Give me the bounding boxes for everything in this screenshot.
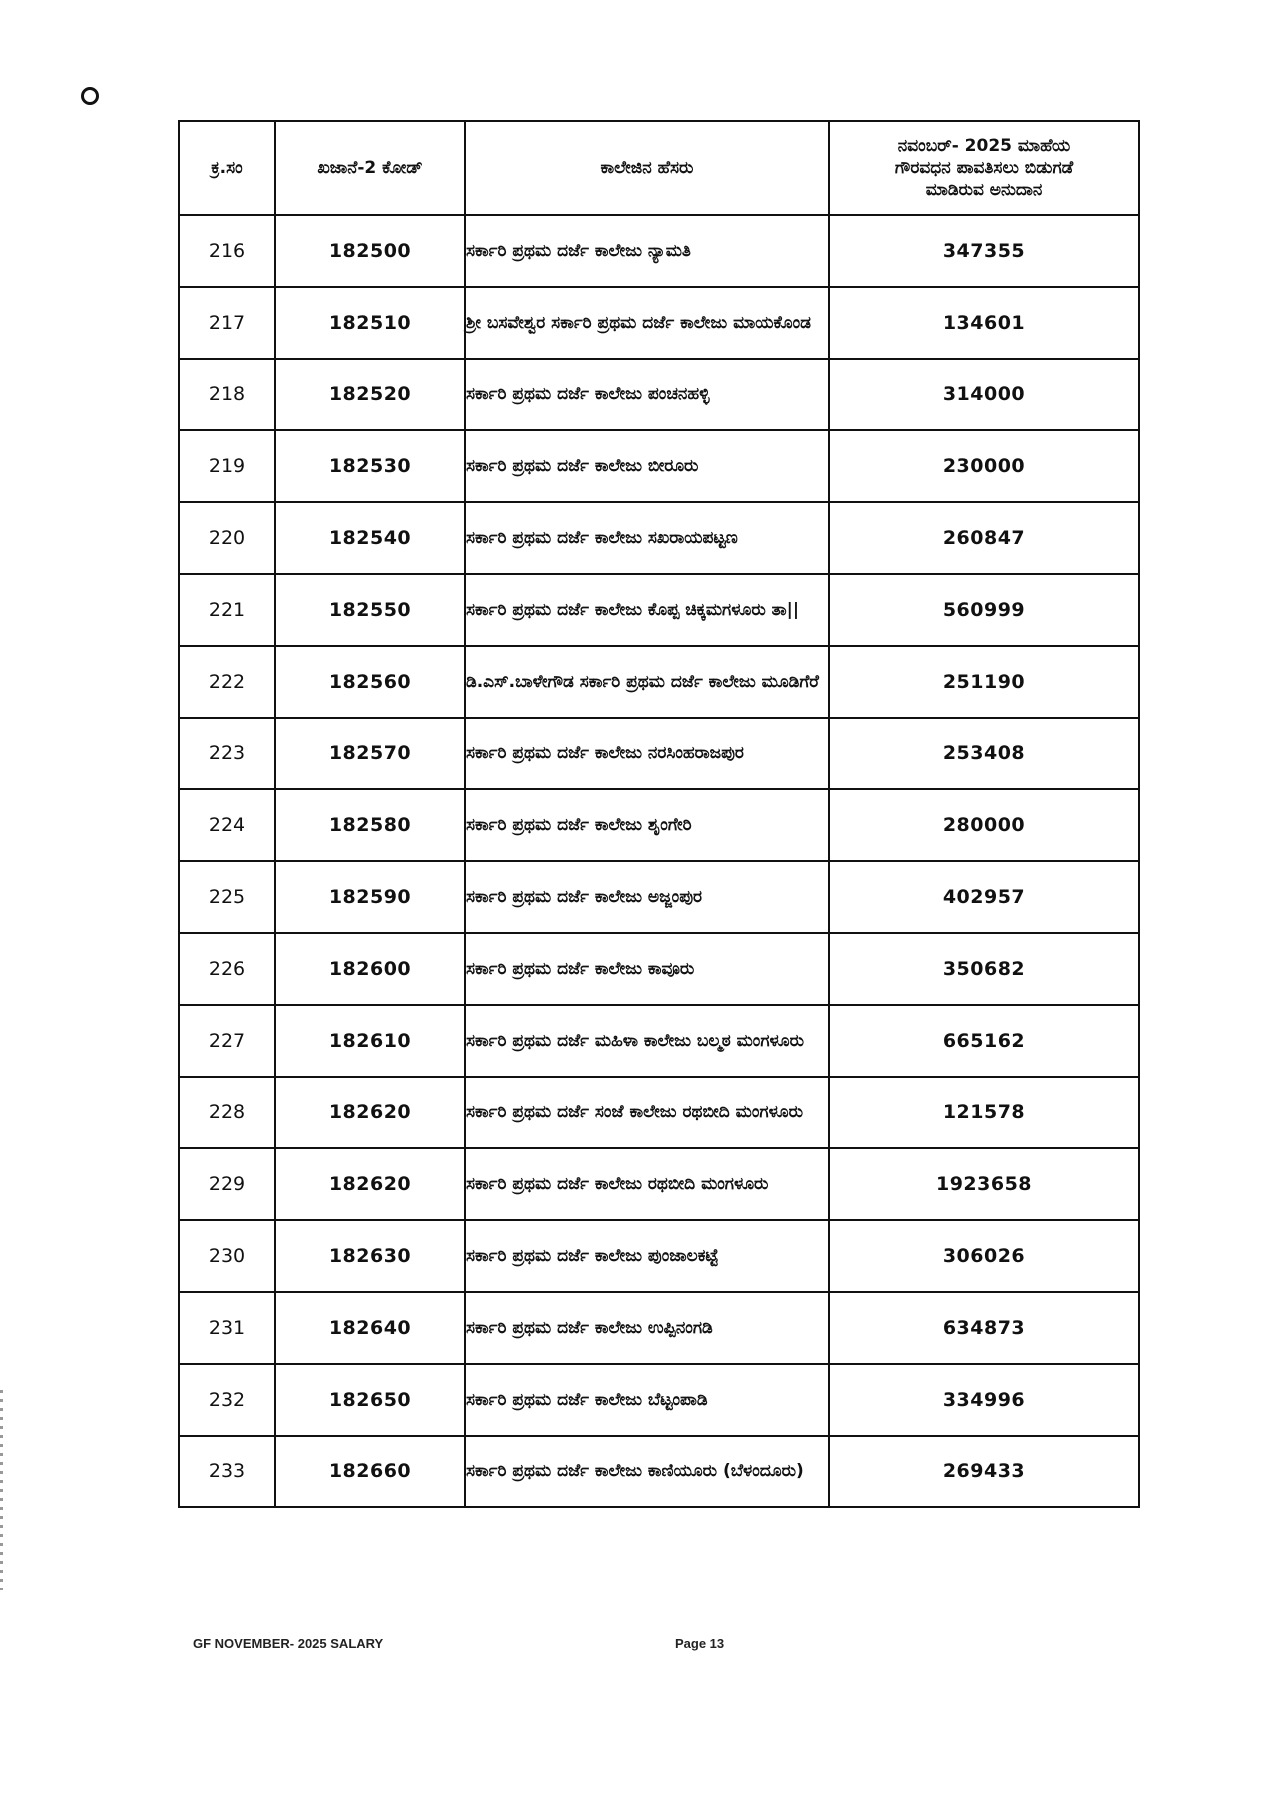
table-row (179, 789, 1139, 861)
cell-grant-amount: 665162 (829, 1005, 1139, 1077)
cell-college-name: ಸರ್ಕಾರಿ ಪ್ರಥಮ ದರ್ಜೆ ಕಾಲೇಜು ರಥಬೀದಿ ಮಂಗಳೂರು (465, 1148, 829, 1220)
header-amount-line-1: ನವಂಬರ್- 2025 ಮಾಹೆಯ (897, 136, 1071, 156)
table-row (179, 1436, 1139, 1508)
table-row (179, 1077, 1139, 1149)
table-row (179, 646, 1139, 718)
cell-grant-amount: 253408 (829, 718, 1139, 790)
cell-serial-number: 223 (179, 718, 275, 790)
cell-treasury-code: 182500 (275, 215, 465, 287)
cell-grant-amount: 251190 (829, 646, 1139, 718)
cell-serial-number: 231 (179, 1292, 275, 1364)
cell-college-name: ಸರ್ಕಾರಿ ಪ್ರಥಮ ದರ್ಜೆ ಮಹಿಳಾ ಕಾಲೇಜು ಬಲ್ಮಠ ಮಂಗಳೂರು (465, 1005, 829, 1077)
cell-serial-number: 221 (179, 574, 275, 646)
cell-treasury-code: 182640 (275, 1292, 465, 1364)
cell-serial-number: 227 (179, 1005, 275, 1077)
table-row (179, 933, 1139, 1005)
cell-treasury-code: 182510 (275, 287, 465, 359)
cell-grant-amount: 314000 (829, 359, 1139, 431)
cell-college-name: ಸರ್ಕಾರಿ ಪ್ರಥಮ ದರ್ಜೆ ಕಾಲೇಜು ನ್ಯಾಮತಿ (465, 215, 829, 287)
cell-grant-amount: 1923658 (829, 1148, 1139, 1220)
cell-college-name: ಸರ್ಕಾರಿ ಪ್ರಥಮ ದರ್ಜೆ ಕಾಲೇಜು ಪಂಚನಹಳ್ಳಿ (465, 359, 829, 431)
header-amount-line-3: ಮಾಡಿರುವ ಅನುದಾನ (925, 180, 1043, 200)
cell-treasury-code: 182560 (275, 646, 465, 718)
cell-treasury-code: 182610 (275, 1005, 465, 1077)
table-row (179, 861, 1139, 933)
cell-treasury-code: 182540 (275, 502, 465, 574)
cell-college-name: ಡಿ.ಎಸ್.ಬಾಳೇಗೌಡ ಸರ್ಕಾರಿ ಪ್ರಥಮ ದರ್ಜೆ ಕಾಲೇಜು ಮೂಡಿಗೆರೆ (465, 646, 829, 718)
cell-serial-number: 220 (179, 502, 275, 574)
table-row (179, 1364, 1139, 1436)
footer-document-title: GF NOVEMBER- 2025 SALARY (193, 1636, 384, 1651)
cell-grant-amount: 280000 (829, 789, 1139, 861)
cell-treasury-code: 182580 (275, 789, 465, 861)
cell-college-name: ಸರ್ಕಾರಿ ಪ್ರಥಮ ದರ್ಜೆ ಕಾಲೇಜು ಶೃಂಗೇರಿ (465, 789, 829, 861)
cell-college-name: ಸರ್ಕಾರಿ ಪ್ರಥಮ ದರ್ಜೆ ಕಾಲೇಜು ಕೊಪ್ಪ ಚಿಕ್ಕಮಗಳೂರು ತಾ|| (465, 574, 829, 646)
table-header-row (179, 121, 1139, 215)
cell-treasury-code: 182600 (275, 933, 465, 1005)
table-row (179, 359, 1139, 431)
cell-grant-amount: 402957 (829, 861, 1139, 933)
cell-treasury-code: 182570 (275, 718, 465, 790)
cell-college-name: ಸರ್ಕಾರಿ ಪ್ರಥಮ ದರ್ಜೆ ಕಾಲೇಜು ಉಪ್ಪಿನಂಗಡಿ (465, 1292, 829, 1364)
cell-serial-number: 216 (179, 215, 275, 287)
table-row (179, 430, 1139, 502)
header-grant-amount (829, 121, 1139, 215)
cell-grant-amount: 350682 (829, 933, 1139, 1005)
cell-treasury-code: 182530 (275, 430, 465, 502)
cell-college-name: ಸರ್ಕಾರಿ ಪ್ರಥಮ ದರ್ಜೆ ಕಾಲೇಜು ಸಖರಾಯಪಟ್ಟಣ (465, 502, 829, 574)
cell-grant-amount: 134601 (829, 287, 1139, 359)
cell-grant-amount: 334996 (829, 1364, 1139, 1436)
cell-serial-number: 229 (179, 1148, 275, 1220)
table-row (179, 215, 1139, 287)
table-row (179, 502, 1139, 574)
cell-college-name: ಸರ್ಕಾರಿ ಪ್ರಥಮ ದರ್ಜೆ ಸಂಜೆ ಕಾಲೇಜು ರಥಬೀದಿ ಮಂಗಳೂರು (465, 1077, 829, 1149)
cell-grant-amount: 230000 (829, 430, 1139, 502)
table-row (179, 1220, 1139, 1292)
table-row (179, 287, 1139, 359)
cell-grant-amount: 269433 (829, 1436, 1139, 1508)
cell-college-name: ಸರ್ಕಾರಿ ಪ್ರಥಮ ದರ್ಜೆ ಕಾಲೇಜು ಬೆಟ್ಟಂಪಾಡಿ (465, 1364, 829, 1436)
cell-grant-amount: 260847 (829, 502, 1139, 574)
header-treasury-code: ಖಜಾನೆ-2 ಕೋಡ್ (275, 121, 465, 215)
cell-serial-number: 217 (179, 287, 275, 359)
header-college-name: ಕಾಲೇಜಿನ ಹೆಸರು (465, 121, 829, 215)
cell-college-name: ಸರ್ಕಾರಿ ಪ್ರಥಮ ದರ್ಜೆ ಕಾಲೇಜು ನರಸಿಂಹರಾಜಪುರ (465, 718, 829, 790)
cell-treasury-code: 182590 (275, 861, 465, 933)
header-serial-number: ಕ್ರ.ಸಂ (179, 121, 275, 215)
cell-treasury-code: 182630 (275, 1220, 465, 1292)
cell-college-name: ಸರ್ಕಾರಿ ಪ್ರಥಮ ದರ್ಜೆ ಕಾಲೇಜು ಪುಂಜಾಲಕಟ್ಟೆ (465, 1220, 829, 1292)
cell-serial-number: 233 (179, 1436, 275, 1508)
cell-treasury-code: 182550 (275, 574, 465, 646)
cell-college-name: ಸರ್ಕಾರಿ ಪ್ರಥಮ ದರ್ಜೆ ಕಾಲೇಜು ಅಜ್ಜಂಪುರ (465, 861, 829, 933)
table-row (179, 718, 1139, 790)
cell-grant-amount: 634873 (829, 1292, 1139, 1364)
cell-treasury-code: 182650 (275, 1364, 465, 1436)
college-grant-table (178, 120, 1140, 1508)
cell-college-name: ಸರ್ಕಾರಿ ಪ್ರಥಮ ದರ್ಜೆ ಕಾಲೇಜು ಕಾಣಿಯೂರು (ಬೆಳಂದೂರು) (465, 1436, 829, 1508)
cell-college-name: ಸರ್ಕಾರಿ ಪ್ರಥಮ ದರ್ಜೆ ಕಾಲೇಜು ಕಾವೂರು (465, 933, 829, 1005)
cell-serial-number: 232 (179, 1364, 275, 1436)
cell-serial-number: 218 (179, 359, 275, 431)
table-body (179, 215, 1139, 1507)
cell-serial-number: 225 (179, 861, 275, 933)
table-row (179, 1292, 1139, 1364)
cell-grant-amount: 347355 (829, 215, 1139, 287)
cell-serial-number: 219 (179, 430, 275, 502)
cell-treasury-code: 182620 (275, 1148, 465, 1220)
cell-serial-number: 222 (179, 646, 275, 718)
header-amount-line-2: ಗೌರವಧನ ಪಾವತಿಸಲು ಬಿಡುಗಡೆ (894, 158, 1074, 178)
cell-college-name: ಶ್ರೀ ಬಸವೇಶ್ವರ ಸರ್ಕಾರಿ ಪ್ರಥಮ ದರ್ಜೆ ಕಾಲೇಜು ಮಾಯಕೊಂಡ (465, 287, 829, 359)
cell-grant-amount: 121578 (829, 1077, 1139, 1149)
cell-grant-amount: 560999 (829, 574, 1139, 646)
cell-serial-number: 226 (179, 933, 275, 1005)
cell-treasury-code: 182520 (275, 359, 465, 431)
table-row (179, 1148, 1139, 1220)
footer-page-number: Page 13 (675, 1636, 725, 1651)
table-row (179, 574, 1139, 646)
cell-serial-number: 224 (179, 789, 275, 861)
cell-treasury-code: 182620 (275, 1077, 465, 1149)
table-row (179, 1005, 1139, 1077)
punch-hole-mark (81, 87, 99, 105)
scan-edge-artifact (0, 1390, 3, 1590)
cell-serial-number: 228 (179, 1077, 275, 1149)
cell-serial-number: 230 (179, 1220, 275, 1292)
cell-college-name: ಸರ್ಕಾರಿ ಪ್ರಥಮ ದರ್ಜೆ ಕಾಲೇಜು ಬೀರೂರು (465, 430, 829, 502)
cell-grant-amount: 306026 (829, 1220, 1139, 1292)
cell-treasury-code: 182660 (275, 1436, 465, 1508)
